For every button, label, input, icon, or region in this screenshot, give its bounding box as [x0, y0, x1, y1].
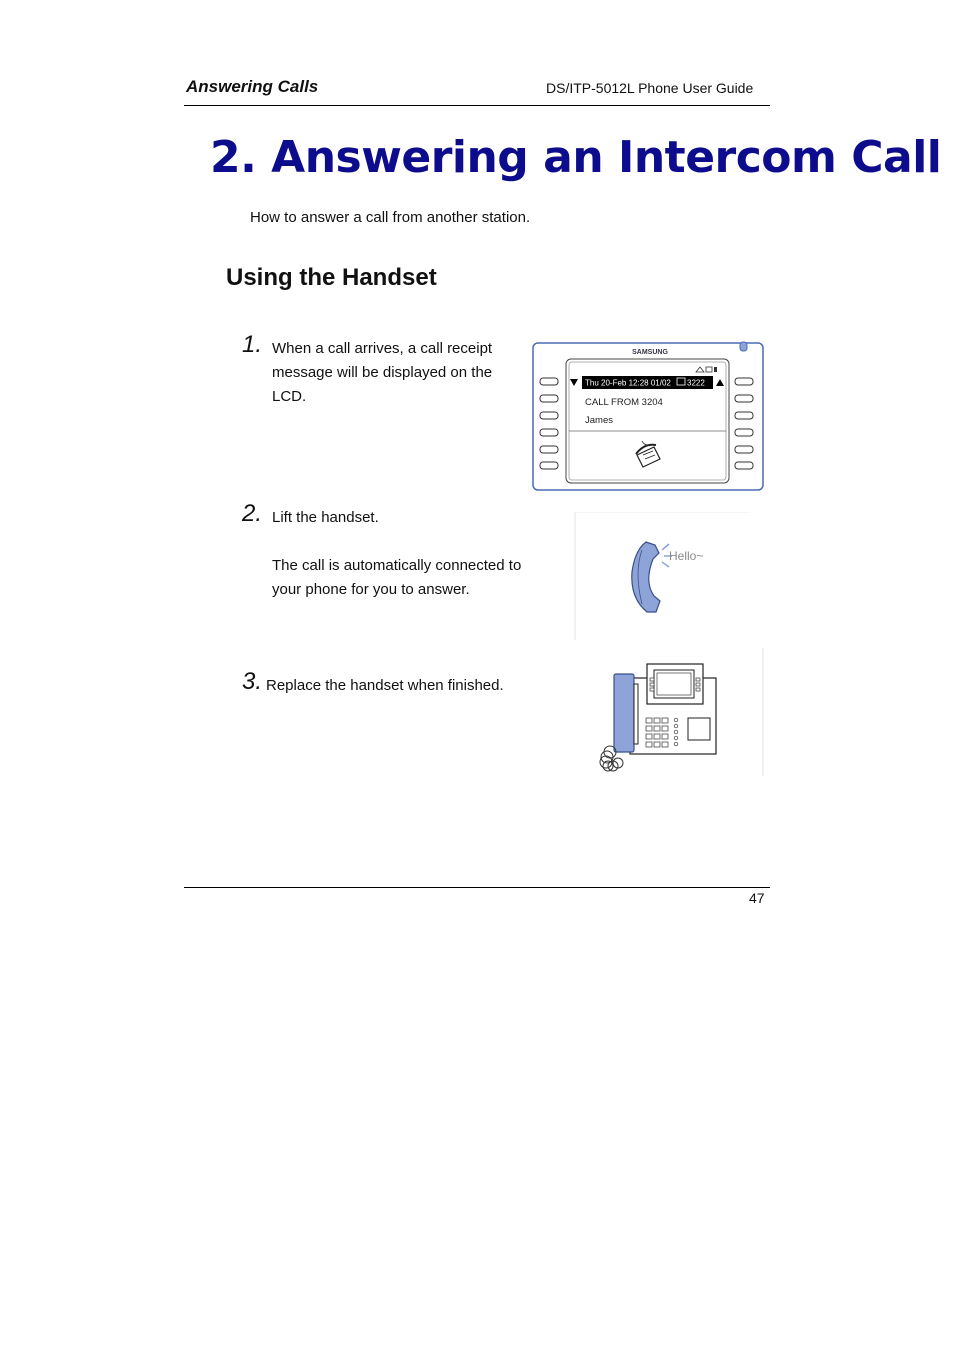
header-rule — [184, 105, 770, 106]
intro-text: How to answer a call from another station. — [250, 209, 531, 226]
step-1-text: When a call arrives, a call receipt message will be displayed on the LCD. — [272, 340, 493, 405]
desk-phone-handset-icon — [614, 674, 638, 752]
lcd-extension: 3222 — [687, 378, 705, 388]
desk-phone-body — [630, 664, 716, 754]
lcd-line-1: CALL FROM 3204 — [585, 397, 663, 408]
step-3-text: Replace the handset when finished. — [266, 677, 504, 694]
section-heading: Using the Handset — [226, 264, 437, 291]
step-2-number: 2. — [242, 500, 263, 527]
step-3-number: 3. — [242, 668, 263, 695]
page-number: 47 — [749, 890, 765, 906]
lcd-illustration — [532, 341, 765, 492]
running-header-section: Answering Calls — [186, 77, 319, 96]
handset-illustration — [574, 512, 750, 640]
footer-rule — [184, 887, 770, 888]
running-header-guide: DS/ITP-5012L Phone User Guide — [546, 80, 754, 96]
step-1-number: 1. — [242, 331, 263, 358]
step-2-text: Lift the handset. — [272, 509, 379, 526]
speech-text: Hello~ — [669, 549, 704, 563]
lcd-brand: SAMSUNG — [632, 349, 668, 356]
lcd-line-2: James — [585, 415, 613, 426]
page-title: 2. Answering an Intercom Call — [210, 132, 942, 183]
handset-icon — [632, 542, 660, 612]
desk-phone-illustration — [594, 648, 766, 776]
lcd-status-bar: Thu 20-Feb 12:28 01/02 — [585, 378, 671, 388]
step-2-note: The call is automatically connected to your phone for you to answer. — [272, 557, 522, 598]
